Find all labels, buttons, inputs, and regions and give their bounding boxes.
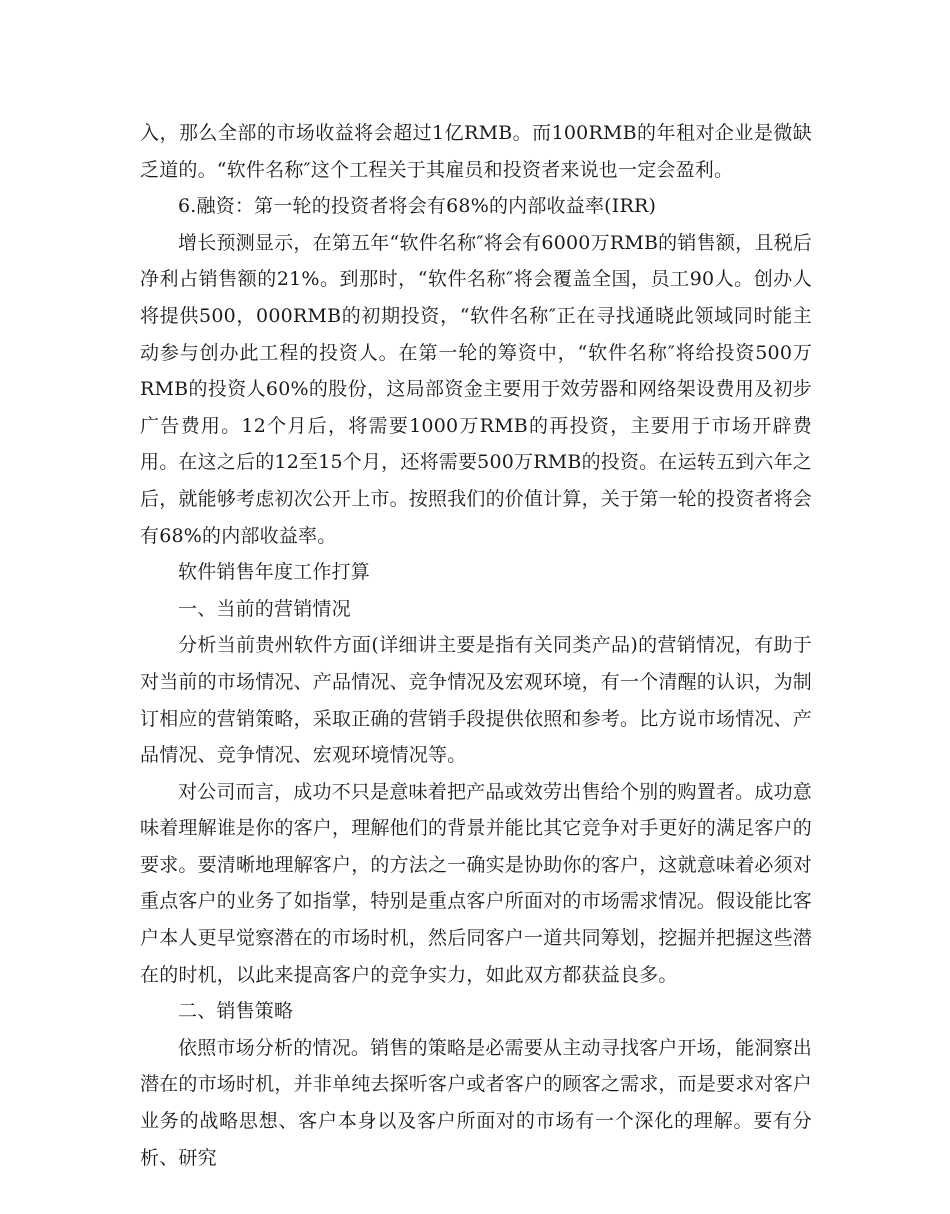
section-title: 软件销售年度工作打算	[178, 561, 371, 584]
paragraph-financing-heading: 6.融资：第一轮的投资者将会有68%的内部收益率(IRR)	[178, 195, 657, 218]
paragraph-company-success: 对公司而言，成功不只是意味着把产品或效劳出售给个别的购置者。成功意味着理解谁是你的客户，理解他们的背景并能比其它竞争对手更好的满足客户的要求。要清晰地理解客户，的方法之一确实是协助你的客户，这就意味着必须对重点客户的业务了如指掌，特别是重点客户所面对的市场需求情况。假设能比客户本人更早觉察潜在的市场时机，然后同客户一道共同筹划，挖掘并把握这些潜在的时机，以此来提高客户的竞争实力，如此双方都获益良多。	[140, 780, 813, 986]
heading-marketing-situation: 一、当前的营销情况	[178, 597, 351, 620]
paragraph-growth-forecast: 增长预测显示，在第五年“软件名称″将会有6000万RMB的销售额，且税后净利占销售额的21%。到那时，“软件名称″将会覆盖全国，员工90人。创办人将提供500，000RMB的初期投资，“软件名称″正在寻找通晓此领域同时能主动参与创办此工程的投资人。在第一轮的筹资中，“软件名称″将给投资500万RMB的投资人60%的股份，这局部资金主要用于效劳器和网络架设费用及初步广告费用。12个月后，将需要1000万RMB的再投资，主要用于市场开辟费用。在这之后的12至15个月，还将需要500万RMB的投资。在运转五到六年之后，就能够考虑初次公开上市。按照我们的价值计算，关于第一轮的投资者将会有68%的内部收益率。	[140, 231, 813, 547]
document-page	[140, 115, 812, 1176]
paragraph-market-analysis: 分析当前贵州软件方面(详细讲主要是指有关同类产品)的营销情况，有助于对当前的市场情况、产品情况、竞争情况及宏观环境，有一个清醒的认识，为制订相应的营销策略，采取正确的营销手段提供依照和参考。比方说市场情况、产品情况、竞争情况、宏观环境情况等。	[140, 634, 813, 767]
heading-sales-strategy: 二、销售策略	[178, 1000, 294, 1023]
paragraph-1: 入，那么全部的市场收益将会超过1亿RMB。而100RMB的年租对企业是微缺乏道的。“软件名称″这个工程关于其雇员和投资者来说也一定会盈利。	[140, 122, 812, 181]
paragraph-sales-strategy: 依照市场分析的情况。销售的策略是必需要从主动寻找客户开场，能洞察出潜在的市场时机，并非单纯去探听客户或者客户的顾客之需求，而是要求对客户业务的战略思想、客户本身以及客户所面对的市场有一个深化的理解。要有分析、研究	[140, 1036, 813, 1169]
